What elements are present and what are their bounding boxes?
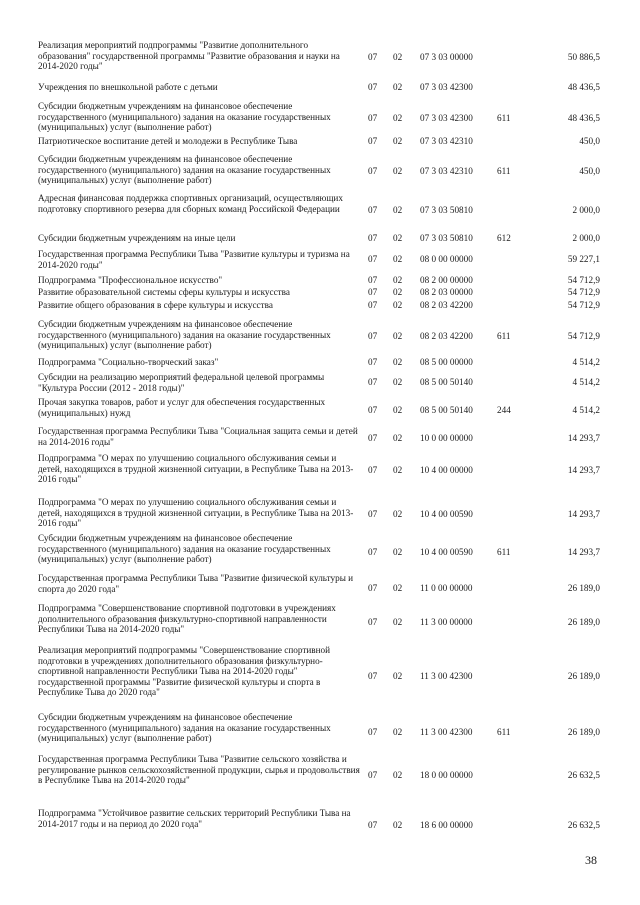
row-amount: 54 712,9 <box>567 275 600 285</box>
row-amount: 59 227,1 <box>567 254 600 264</box>
row-target-code: 10 4 00 00590 <box>420 509 473 519</box>
row-description: Прочая закупка товаров, работ и услуг для обеспечения государственных (муниципальных) нужд <box>38 397 326 418</box>
row-description: Развитие образовательной системы сферы культуры и искусства <box>38 287 290 297</box>
row-expense-type: 611 <box>497 331 511 341</box>
row-subsection: 02 <box>393 727 403 737</box>
row-amount: 54 712,9 <box>567 300 600 310</box>
row-description: Подпрограмма "О мерах по улучшению социального обслуживания семьи и детей, находящихся в трудной жизненной ситуации, в Республике Тыва на 2013-2016 годы" <box>38 497 354 529</box>
row-amount: 14 293,7 <box>567 509 600 519</box>
row-description: Государственная программа Республики Тыва "Развитие физической культуры и спорта до 2020 года" <box>38 573 354 594</box>
row-description: Подпрограмма "Профессиональное искусство" <box>38 275 223 285</box>
row-amount: 14 293,7 <box>567 547 600 557</box>
row-subsection: 02 <box>393 331 403 341</box>
row-expense-type: 611 <box>497 547 511 557</box>
row-subsection: 02 <box>393 136 403 146</box>
row-section: 07 <box>368 275 378 285</box>
row-amount: 2 000,0 <box>572 233 600 243</box>
row-subsection: 02 <box>393 770 403 780</box>
row-target-code: 07 3 03 42300 <box>420 82 473 92</box>
row-section: 07 <box>368 465 378 475</box>
row-section: 07 <box>368 82 378 92</box>
row-description: Государственная программа Республики Тыва "Развитие культуры и туризма на 2014-2020 годы" <box>38 249 350 270</box>
row-amount: 14 293,7 <box>567 465 600 475</box>
row-subsection: 02 <box>393 820 403 830</box>
row-subsection: 02 <box>393 583 403 593</box>
row-description: Субсидии бюджетным учреждениям на финансовое обеспечение государственного (муниципального) задания на оказание государственных (муниципальных) услуг (выполнение работ) <box>38 101 331 133</box>
row-target-code: 08 2 00 00000 <box>420 275 473 285</box>
row-subsection: 02 <box>393 433 403 443</box>
row-expense-type: 612 <box>497 233 511 243</box>
row-description: Государственная программа Республики Тыва "Социальная защита семьи и детей на 2014-2016 годы" <box>38 426 358 447</box>
row-amount: 26 189,0 <box>567 671 600 681</box>
row-subsection: 02 <box>393 671 403 681</box>
row-subsection: 02 <box>393 52 403 62</box>
row-amount: 26 632,5 <box>567 820 600 830</box>
row-expense-type: 611 <box>497 166 511 176</box>
row-description: Адресная финансовая поддержка спортивных организаций, осуществляющих подготовку спортивного резерва для сборных команд Российской Федерации <box>38 193 343 214</box>
row-section: 07 <box>368 377 378 387</box>
row-target-code: 18 6 00 00000 <box>420 820 473 830</box>
row-section: 07 <box>368 331 378 341</box>
row-section: 07 <box>368 166 378 176</box>
row-subsection: 02 <box>393 166 403 176</box>
row-description: Субсидии бюджетным учреждениям на финансовое обеспечение государственного (муниципального) задания на оказание государственных (муниципальных) услуг (выполнение работ) <box>38 154 331 186</box>
row-subsection: 02 <box>393 113 403 123</box>
row-target-code: 08 5 00 50140 <box>420 405 473 415</box>
row-target-code: 07 3 03 42310 <box>420 166 473 176</box>
row-subsection: 02 <box>393 617 403 627</box>
page-number: 38 <box>585 853 597 867</box>
row-section: 07 <box>368 433 378 443</box>
row-section: 07 <box>368 617 378 627</box>
row-section: 07 <box>368 233 378 243</box>
row-target-code: 11 0 00 00000 <box>420 583 473 593</box>
row-subsection: 02 <box>393 205 403 215</box>
row-amount: 2 000,0 <box>572 205 600 215</box>
row-target-code: 10 0 00 00000 <box>420 433 473 443</box>
row-amount: 4 514,2 <box>572 377 600 387</box>
row-section: 07 <box>368 547 378 557</box>
row-subsection: 02 <box>393 300 403 310</box>
row-section: 07 <box>368 770 378 780</box>
row-subsection: 02 <box>393 287 403 297</box>
row-description: Подпрограмма "О мерах по улучшению социального обслуживания семьи и детей, находящихся в трудной жизненной ситуации, в Республике Тыва на 2013-2016 годы" <box>38 453 354 485</box>
row-subsection: 02 <box>393 509 403 519</box>
row-amount: 26 189,0 <box>567 617 600 627</box>
row-target-code: 07 3 03 00000 <box>420 52 473 62</box>
row-description: Субсидии бюджетным учреждениям на иные цели <box>38 233 236 243</box>
row-subsection: 02 <box>393 254 403 264</box>
row-section: 07 <box>368 509 378 519</box>
row-subsection: 02 <box>393 465 403 475</box>
row-section: 07 <box>368 671 378 681</box>
row-description: Патриотическое воспитание детей и молодежи в Республике Тыва <box>38 136 298 146</box>
row-section: 07 <box>368 287 378 297</box>
row-amount: 26 632,5 <box>567 770 600 780</box>
row-subsection: 02 <box>393 357 403 367</box>
row-target-code: 08 2 03 42200 <box>420 300 473 310</box>
row-subsection: 02 <box>393 275 403 285</box>
row-amount: 450,0 <box>579 166 600 176</box>
row-amount: 54 712,9 <box>567 287 600 297</box>
row-amount: 48 436,5 <box>567 113 600 123</box>
row-target-code: 08 0 00 00000 <box>420 254 473 264</box>
row-description: Реализация мероприятий подпрограммы "Развитие дополнительного образования" государственной программы "Развитие образования и науки на 2014-2020 годы" <box>38 40 340 72</box>
row-target-code: 07 3 03 50810 <box>420 233 473 243</box>
row-amount: 54 712,9 <box>567 331 600 341</box>
row-section: 07 <box>368 405 378 415</box>
row-amount: 50 886,5 <box>567 52 600 62</box>
row-target-code: 08 2 03 00000 <box>420 287 473 297</box>
row-subsection: 02 <box>393 405 403 415</box>
row-section: 07 <box>368 52 378 62</box>
row-expense-type: 611 <box>497 727 511 737</box>
row-description: Субсидии бюджетным учреждениям на финансовое обеспечение государственного (муниципального) задания на оказание государственных (муниципальных) услуг (выполнение работ) <box>38 319 331 351</box>
row-section: 07 <box>368 205 378 215</box>
row-subsection: 02 <box>393 233 403 243</box>
row-amount: 450,0 <box>579 136 600 146</box>
row-target-code: 10 4 00 00590 <box>420 547 473 557</box>
row-target-code: 08 5 00 00000 <box>420 357 473 367</box>
row-expense-type: 244 <box>497 405 511 415</box>
row-description: Реализация мероприятий подпрограммы "Совершенствование спортивной подготовки в учреждениях дополнительного образования физкультурно-спортивной направленности Республики Тыва на 2014-2020 годы" государственной программы "Развитие физической культуры и спорта в Республике Тыва до 2020 года" <box>38 645 331 698</box>
row-section: 07 <box>368 357 378 367</box>
row-amount: 4 514,2 <box>572 405 600 415</box>
row-description: Подпрограмма "Совершенствование спортивной подготовки в учреждениях дополнительного образования физкультурно-спортивной направленности Республики Тыва на 2014-2020 годы" <box>38 603 336 635</box>
row-section: 07 <box>368 727 378 737</box>
row-target-code: 08 2 03 42200 <box>420 331 473 341</box>
row-subsection: 02 <box>393 377 403 387</box>
row-target-code: 18 0 00 00000 <box>420 770 473 780</box>
row-amount: 26 189,0 <box>567 583 600 593</box>
row-description: Субсидии бюджетным учреждениям на финансовое обеспечение государственного (муниципального) задания на оказание государственных (муниципальных) услуг (выполнение работ) <box>38 712 331 744</box>
row-target-code: 10 4 00 00000 <box>420 465 473 475</box>
row-target-code: 07 3 03 50810 <box>420 205 473 215</box>
row-description: Развитие общего образования в сфере культуры и искусства <box>38 300 273 310</box>
row-section: 07 <box>368 583 378 593</box>
row-target-code: 11 3 00 42300 <box>420 671 473 681</box>
row-description: Подпрограмма "Социально-творческий заказ" <box>38 357 219 367</box>
row-target-code: 11 3 00 00000 <box>420 617 473 627</box>
row-description: Учреждения по внешкольной работе с детьми <box>38 82 218 92</box>
row-section: 07 <box>368 113 378 123</box>
row-target-code: 07 3 03 42300 <box>420 113 473 123</box>
row-description: Субсидии на реализацию мероприятий федеральной целевой программы "Культура России (2012 - 2018 годы)" <box>38 372 325 393</box>
row-expense-type: 611 <box>497 113 511 123</box>
row-section: 07 <box>368 300 378 310</box>
row-amount: 48 436,5 <box>567 82 600 92</box>
row-description: Государственная программа Республики Тыва "Развитие сельского хозяйства и регулирование рынков сельскохозяйственной продукции, сырья и продовольствия в Республике Тыва на 2014-2020 годы" <box>38 754 360 786</box>
row-description: Подпрограмма "Устойчивое развитие сельских территорий Республики Тыва на 2014-2017 годы и на период до 2020 года" <box>38 808 351 829</box>
row-section: 07 <box>368 254 378 264</box>
row-target-code: 11 3 00 42300 <box>420 727 473 737</box>
row-section: 07 <box>368 820 378 830</box>
row-description: Субсидии бюджетным учреждениям на финансовое обеспечение государственного (муниципального) задания на оказание государственных (муниципальных) услуг (выполнение работ) <box>38 533 331 565</box>
row-subsection: 02 <box>393 82 403 92</box>
row-target-code: 08 5 00 50140 <box>420 377 473 387</box>
row-target-code: 07 3 03 42310 <box>420 136 473 146</box>
row-amount: 14 293,7 <box>567 433 600 443</box>
row-amount: 4 514,2 <box>572 357 600 367</box>
row-amount: 26 189,0 <box>567 727 600 737</box>
row-section: 07 <box>368 136 378 146</box>
row-subsection: 02 <box>393 547 403 557</box>
